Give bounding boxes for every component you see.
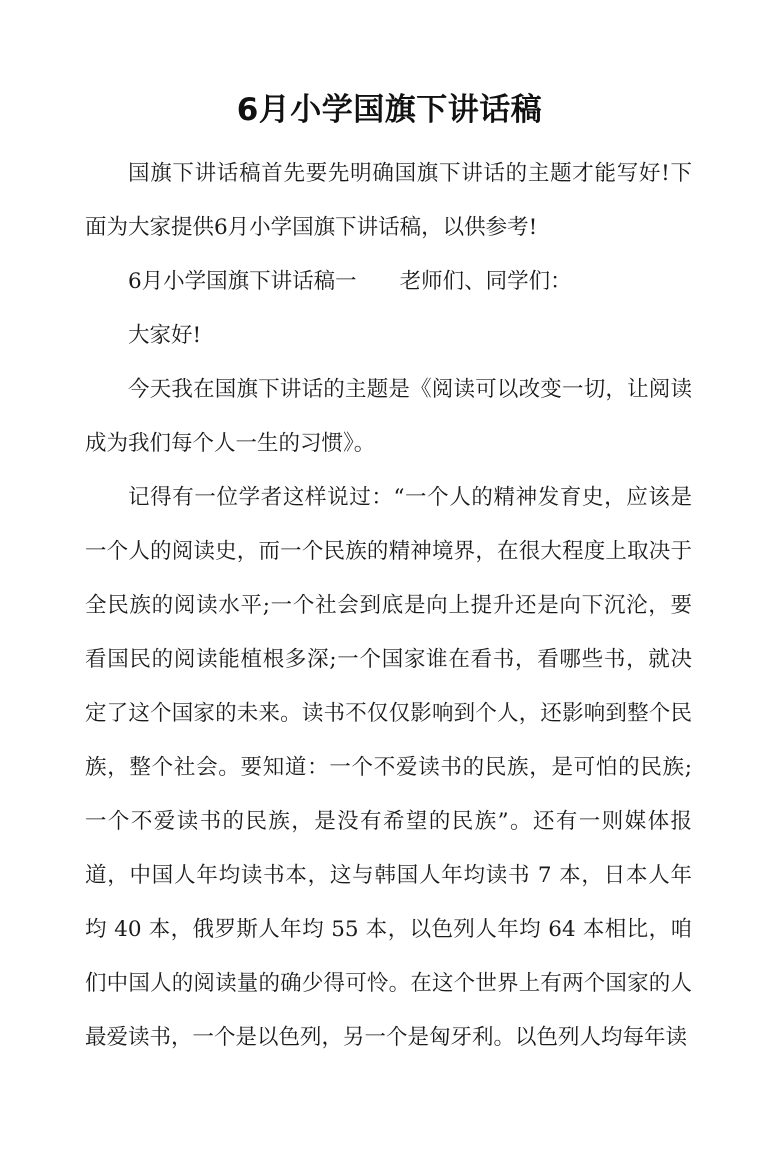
- paragraph-speech-heading: 6月小学国旗下讲话稿一 老师们、同学们：: [128, 269, 572, 294]
- paragraph-greeting: 大家好!: [128, 323, 202, 348]
- paragraph-topic: 今天我在国旗下讲话的主题是《阅读可以改变一切，让阅读成为我们每个人一生的习惯》。: [85, 377, 692, 456]
- paragraph-quote: 记得有一位学者这样说过：“一个人的精神发育史，应该是一个人的阅读史，而一个民族的精神境界，在很大程度上取决于全民族的阅读水平;一个社会到底是向上提升还是向下沉沦，要看国民的阅读能植根多深;一个国家谁在看书，看哪些书，就决定了这个国家的未来。读书不仅仅影响到个人，还影响到整个民族，整个社会。要知道：一个不爱读书的民族，是可怕的民族;一个不爱读书的民族，是没有希望的民族”。还有一则媒体报道，中国人年均读书本，这与韩国人年均读书 7 本，日本人年均 40 本，俄罗斯人年均 55 本，以色列人年均 64 本相比，咱们中国人的阅读量的确少得可怜。在这个世界上有两个国家的人最爱读书，一个是以色列，另一个是匈牙利。以色列人均每年读: [85, 485, 692, 1050]
- document-body: [85, 147, 692, 1065]
- document-title: 6月小学国旗下讲话稿: [236, 92, 543, 128]
- paragraph-intro: 国旗下讲话稿首先要先明确国旗下讲话的主题才能写好!下面为大家提供6月小学国旗下讲话稿，以供参考!: [85, 161, 692, 240]
